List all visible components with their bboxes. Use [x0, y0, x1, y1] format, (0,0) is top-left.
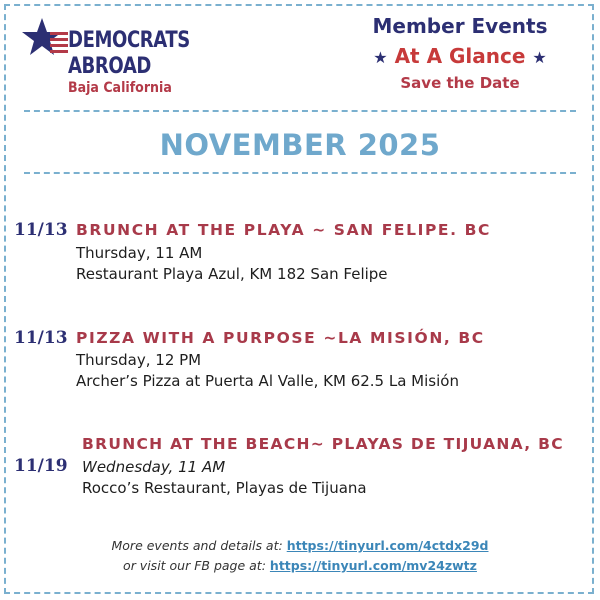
- event-date: 11/19: [14, 456, 68, 476]
- footer-line-2: [0, 558, 600, 573]
- month-heading: NOVEMBER 2025: [159, 128, 441, 162]
- logo-democrats: DEMOCRATS: [68, 28, 190, 53]
- header-title: Member Events: [372, 14, 548, 38]
- logo-abroad: ABROAD: [68, 54, 151, 79]
- header-subtitle-text: At A Glance: [394, 44, 526, 68]
- event-time: Thursday, 11 AM: [76, 244, 203, 262]
- footer-text-1: More events and details at:: [111, 538, 283, 553]
- save-the-date: Save the Date: [400, 74, 520, 92]
- event-time: Thursday, 12 PM: [76, 351, 202, 369]
- footer-text-2: or visit our FB page at:: [123, 558, 266, 573]
- event-location: Rocco’s Restaurant, Playas de Tijuana: [82, 479, 367, 497]
- footer-line-1: [0, 538, 600, 553]
- events-link[interactable]: https://tinyurl.com/4ctdx29d: [286, 538, 489, 553]
- event-location: Restaurant Playa Azul, KM 182 San Felipe: [76, 265, 388, 283]
- star-icon: ★: [532, 48, 547, 67]
- divider-bottom: [24, 172, 576, 174]
- event-location: Archer’s Pizza at Puerta Al Valle, KM 62.5 La Misión: [76, 372, 459, 390]
- header: [350, 14, 570, 92]
- event-title: BRUNCH AT THE BEACH~ PLAYAS DE TIJUANA, BC: [82, 435, 564, 453]
- event-date: 11/13: [14, 328, 68, 348]
- logo: [20, 14, 190, 104]
- divider-top: [24, 110, 576, 112]
- event-title: BRUNCH AT THE PLAYA ~ SAN FELIPE. BC: [76, 221, 491, 239]
- logo-star-icon: [20, 16, 70, 60]
- star-icon: ★: [373, 48, 388, 67]
- event-date: 11/13: [14, 220, 68, 240]
- header-subtitle: [350, 44, 570, 68]
- logo-baja-california: Baja California: [68, 80, 172, 96]
- event-time: Wednesday, 11 AM: [82, 458, 226, 476]
- event-title: PIZZA WITH A PURPOSE ~LA MISIÓN, BC: [76, 329, 485, 347]
- fb-page-link[interactable]: https://tinyurl.com/mv24zwtz: [269, 558, 477, 573]
